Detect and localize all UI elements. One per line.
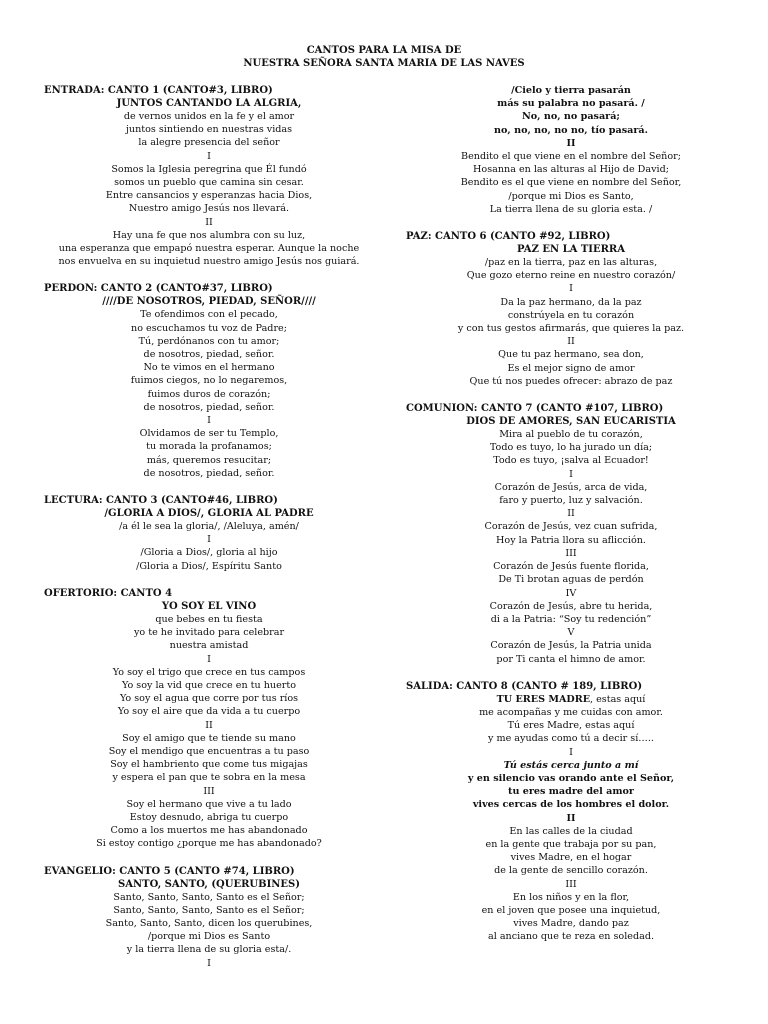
entrada-lyrics [44, 110, 374, 268]
evangelio-heading: EVANGELIO: CANTO 5 (CANTO #74, LIBRO) [44, 865, 295, 877]
salida-title-bold: TU ERES MADRE [496, 693, 591, 705]
lyric-line: la alegre presencia del señor [138, 137, 280, 149]
lyric-line: Santo, Santo, Santo, Santo es el Señor; [113, 904, 305, 916]
section-evangelio-continued [406, 84, 736, 216]
lyric-line: Yo soy la vid que crece en tu huerto [121, 679, 297, 691]
lyric-line: Yo soy el agua que corre por tus ríos [119, 693, 299, 705]
lyric-line: Tú eres Madre, estas aquí [507, 720, 635, 732]
lyric-line: Soy el mendigo que encuentras a tu paso [108, 745, 310, 757]
verse-number: II [205, 216, 213, 228]
section-ofertorio [44, 587, 374, 851]
perdon-heading: PERDON: CANTO 2 (CANTO#37, LIBRO) [44, 283, 273, 295]
lyric-line: y con tus gestos afirmarás, que quieres la paz. [457, 323, 685, 335]
lyric-line: Mira al pueblo de tu corazón, [499, 429, 643, 441]
lyric-line: Santo, Santo, Santo, Santo es el Señor; [113, 891, 305, 903]
lyric-line: Olvidamos de ser tu Templo, [139, 428, 279, 440]
lyric-line: juntos sintiendo en nuestras vidas [125, 124, 293, 136]
chorus-line: /Cielo y tierra pasarán [511, 85, 631, 96]
page-title-line-1: CANTOS PARA LA MISA DE [306, 45, 462, 56]
lyric-line: /Gloria a Dios/, gloria al hijo [140, 547, 278, 559]
section-paz [406, 230, 736, 388]
lyric-line: de nosotros, piedad, señor. [143, 401, 275, 413]
lyric-line: constrúyela en tu corazón [507, 309, 635, 321]
lyric-line: Que tu paz hermano, sea don, [498, 349, 644, 361]
lyric-line: Te ofendimos con el pecado, [140, 309, 278, 321]
comunion-heading: COMUNION: CANTO 7 (CANTO #107, LIBRO) [406, 403, 664, 415]
lyric-line: Soy el hambriento que come tus migajas [110, 759, 308, 771]
verse-number: V [567, 627, 575, 639]
lyric-line: /a él le sea la gloria/, /Aleluya, amén/ [119, 521, 299, 533]
lyric-line: Da la paz hermano, da la paz [500, 296, 642, 308]
lyric-line: fuimos ciegos, no lo negaremos, [130, 375, 288, 387]
section-evangelio [44, 865, 374, 970]
lyric-line: Corazón de Jesús, la Patria unida [490, 640, 652, 652]
page-title-line-2: NUESTRA SEÑORA SANTA MARIA DE LAS NAVES [243, 58, 525, 69]
perdon-title: ////DE NOSOTROS, PIEDAD, SEÑOR//// [102, 296, 316, 308]
lyric-line: Todo es tuyo, ¡salva al Ecuador! [493, 455, 649, 467]
comunion-lyrics [406, 428, 736, 666]
page-header [0, 44, 768, 70]
lyric-line: no escuchamos tu voz de Padre; [131, 322, 287, 334]
lyric-line: Hay una fe que nos alumbra con su luz, [112, 229, 306, 241]
lyric-line: Yo soy el trigo que crece en tus campos [112, 666, 306, 678]
verse-number: II [567, 336, 575, 348]
salida-lyrics [406, 706, 736, 944]
lyric-line: /Gloria a Dios/, Espíritu Santo [136, 560, 282, 572]
lyric-line: fuimos duros de corazón; [147, 388, 271, 400]
lyric-line: en el joven que posee una inquietud, [481, 904, 661, 916]
lyric-line: faro y puerto, luz y salvación. [499, 495, 643, 507]
chorus-line: vives cercas de los hombres el dolor. [472, 799, 670, 811]
salida-title [406, 693, 736, 706]
verse-number: II [567, 508, 575, 520]
lyric-line: /paz en la tierra, paz en las alturas, [484, 257, 658, 269]
lyric-line: Que gozo eterno reine en nuestro corazón/ [466, 270, 676, 282]
ofertorio-heading: OFERTORIO: CANTO 4 [44, 587, 173, 599]
paz-lyrics [406, 256, 736, 388]
lyric-line: en la gente que trabaja por su pan, [485, 838, 657, 850]
entrada-heading: ENTRADA: CANTO 1 (CANTO#3, LIBRO) [44, 85, 273, 96]
lyric-line: En los niños y en la flor, [512, 891, 630, 903]
chorus-line: más su palabra no pasará. / [497, 98, 645, 110]
section-lectura [44, 494, 374, 573]
lyric-line: que bebes en tu fiesta [155, 613, 263, 625]
lyric-line: Bendito es el que viene en nombre del Señor, [460, 177, 682, 189]
verse-number: I [207, 150, 211, 162]
lyric-line: y me ayudas como tú a decir sí….. [488, 733, 654, 745]
chorus-line: Tú estás cerca junto a mí [503, 759, 639, 771]
lectura-title: /GLORIA A DIOS/, GLORIA AL PADRE [104, 508, 314, 520]
verse-number: I [207, 957, 211, 969]
lyric-line: En las calles de la ciudad [509, 825, 633, 837]
verse-number: IV [565, 587, 577, 599]
lyric-line: Todo es tuyo, lo ha jurado un día; [489, 442, 653, 454]
lyric-line: vives Madre, dando paz [513, 918, 629, 930]
ofertorio-title: YO SOY EL VINO [161, 600, 257, 612]
verse-number: II [566, 137, 576, 149]
section-comunion [406, 402, 736, 666]
verse-number: II [566, 812, 576, 824]
verse-number: III [203, 785, 215, 797]
lyric-line: por Ti canta el himno de amor. [496, 653, 646, 665]
lyric-line: vives Madre, en el hogar [510, 852, 632, 864]
lyric-line: yo te he invitado para celebrar [133, 627, 285, 639]
verse-number: III [565, 878, 577, 890]
lyric-line: Entre cansancios y esperanzas hacia Dios, [105, 190, 313, 202]
lyric-line: Corazón de Jesús, arca de vida, [494, 481, 648, 493]
lyric-line: Como a los muertos me has abandonado [110, 825, 308, 837]
lyric-line: Es el mejor signo de amor [507, 362, 635, 374]
verse-number: I [207, 653, 211, 665]
lyric-line: /porque mi Dios es Santo [147, 931, 271, 943]
lyric-line: de nosotros, piedad, señor. [143, 349, 275, 361]
lyric-line: Somos la Iglesia peregrina que Él fundó [111, 163, 307, 175]
lyric-line: No te vimos en el hermano [143, 362, 275, 374]
lyric-line: de nosotros, piedad, señor. [143, 467, 275, 479]
lectura-lyrics [44, 520, 374, 573]
left-column [44, 84, 374, 970]
section-entrada [44, 84, 374, 268]
verse-number: I [569, 746, 573, 758]
lyric-line: Hoy la Patria llora su aflicción. [496, 534, 646, 546]
paz-heading: PAZ: CANTO 6 (CANTO #92, LIBRO) [406, 231, 611, 243]
lyric-line: Yo soy el aire que da vida a tu cuerpo [117, 706, 301, 718]
salida-title-rest: , estas aquí [590, 693, 646, 705]
lyric-line: Corazón de Jesús fuente florida, [493, 561, 649, 573]
lyric-line: más, queremos resucitar; [146, 454, 272, 466]
lyric-line: La tierra llena de su gloria esta. / [489, 203, 653, 215]
salida-heading: SALIDA: CANTO 8 (CANTO # 189, LIBRO) [406, 680, 643, 692]
section-perdon [44, 282, 374, 480]
lyric-line: de vernos unidos en la fe y el amor [123, 111, 295, 122]
verse-number: I [207, 415, 211, 427]
lyric-line: Hosanna en las alturas al Hijo de David; [473, 164, 669, 176]
lyric-line: y espera el pan que te sobra en la mesa [112, 772, 306, 784]
lyric-line: Tú, perdónanos con tu amor; [138, 335, 280, 347]
evangelio-lyrics [44, 891, 374, 970]
paz-title: PAZ EN LA TIERRA [517, 244, 625, 256]
lyric-line: Bendito el que viene en el nombre del Señor; [461, 151, 681, 163]
verse-number: II [205, 719, 213, 731]
lyric-line: Nuestro amigo Jesús nos llevará. [128, 203, 290, 215]
lyric-line: Estoy desnudo, abriga tu cuerpo [129, 811, 289, 823]
verse-number: I [207, 534, 211, 546]
verse-number: I [569, 468, 573, 480]
lyric-line: tu morada la profanamos; [146, 441, 272, 453]
evangelio-title: SANTO, SANTO, (QUERUBINES) [118, 878, 300, 890]
lyric-line: /porque mi Dios es Santo, [508, 190, 634, 202]
lyric-line: Corazón de Jesús, vez cuan sufrida, [484, 521, 658, 533]
right-column [406, 84, 736, 944]
section-salida [406, 680, 736, 944]
lyric-line: De Ti brotan aguas de perdón [498, 574, 644, 586]
verse-number: I [569, 283, 573, 295]
verse-number: III [565, 547, 577, 559]
lyric-line: Santo, Santo, Santo, dicen los querubines, [105, 917, 313, 929]
perdon-lyrics [44, 308, 374, 480]
lyric-line: una esperanza que empapó nuestra esperar. Aunque la noche [58, 243, 360, 255]
chorus-line: y en silencio vas orando ante el Señor, [467, 772, 675, 784]
comunion-title: DIOS DE AMORES, SAN EUCARISTIA [466, 416, 676, 428]
lyric-line: Corazón de Jesús, abre tu herida, [489, 600, 653, 612]
lyric-line: me acompañas y me cuidas con amor. [479, 706, 663, 718]
lyric-line: al anciano que te reza en soledad. [487, 931, 655, 943]
lyric-line: Que tú nos puedes ofrecer: abrazo de paz [469, 375, 673, 387]
entrada-title: JUNTOS CANTANDO LA ALGRIA, [116, 98, 302, 109]
lyric-line: nuestra amistad [169, 640, 249, 652]
chorus-line: No, no, no pasará; [522, 111, 620, 123]
lyric-line: de la gente de sencillo corazón. [494, 865, 648, 877]
lyric-line: di a la Patria: “Soy tu redención” [490, 613, 652, 625]
lyric-line: somos un pueblo que camina sin cesar. [114, 177, 304, 189]
lyric-line: Si estoy contigo ¿porque me has abandonado? [96, 838, 322, 850]
lyric-line: Soy el amigo que te tiende su mano [122, 732, 296, 744]
lyric-line: Soy el hermano que vive a tu lado [126, 798, 292, 810]
ofertorio-lyrics [44, 613, 374, 851]
lyric-line: nos envuelva en su inquietud nuestro amigo Jesús nos guiará. [58, 256, 360, 268]
lyric-line: y la tierra llena de su gloria esta/. [126, 944, 292, 956]
chorus-line: no, no, no, no no, tío pasará. [494, 124, 648, 136]
lectura-heading: LECTURA: CANTO 3 (CANTO#46, LIBRO) [44, 495, 278, 507]
chorus-line: tu eres madre del amor [508, 786, 634, 798]
